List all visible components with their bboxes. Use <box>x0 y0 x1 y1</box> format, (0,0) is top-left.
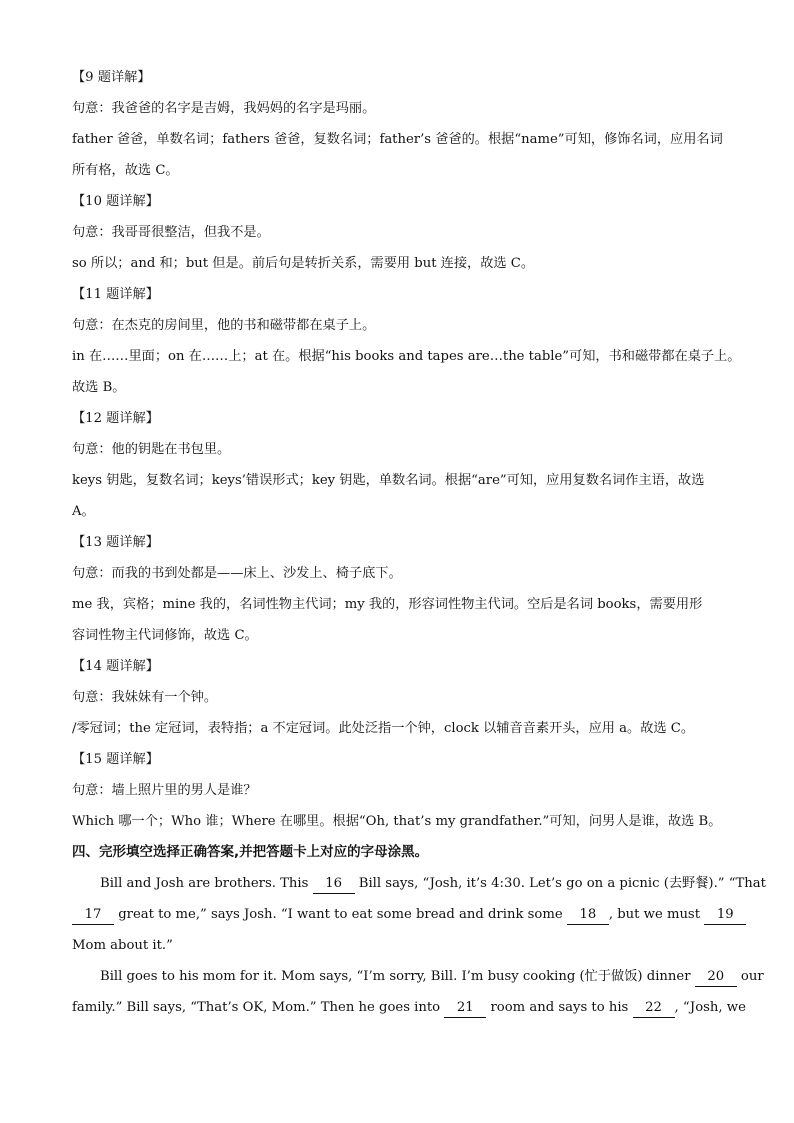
passage-line-2 <box>72 899 734 930</box>
passage-text: , but we must <box>608 907 705 922</box>
document-content <box>72 62 766 1023</box>
q9-line-3: 所有格，故选 C。 <box>72 163 179 178</box>
q10-line-2: so 所以；and 和；but 但是。前后句是转折关系，需要用 but 连接，故选 C。 <box>72 256 535 271</box>
passage-line-5 <box>72 992 746 1023</box>
blank-19[interactable]: 19 <box>704 906 746 925</box>
passage-line-3: Mom about it.” <box>72 938 173 953</box>
q13-line-3: 容词性物主代词修饰，故选 C。 <box>72 628 258 643</box>
passage-text: family.” Bill says, “That’s OK, Mom.” Then he goes into <box>72 1000 445 1015</box>
q13-line-1: 句意：而我的书到处都是——床上、沙发上、椅子底下。 <box>72 566 402 581</box>
q13-line-2: me 我，宾格；mine 我的，名词性物主代词；my 我的，形容词性物主代词。空后是名词 books，需要用形 <box>72 597 703 612</box>
blank-16[interactable]: 16 <box>313 875 355 894</box>
blank-21[interactable]: 21 <box>444 999 486 1018</box>
q9-header: 【9 题详解】 <box>72 70 151 85</box>
q12-line-2: keys 钥匙，复数名词；keys’错误形式；key 钥匙，单数名词。根据“are”可知，应用复数名词作主语，故选 <box>72 473 705 488</box>
passage-text: , “Josh, we <box>674 1000 746 1015</box>
passage-line-1 <box>72 868 766 899</box>
q11-header: 【11 题详解】 <box>72 287 159 302</box>
blank-18[interactable]: 18 <box>567 906 609 925</box>
q11-line-2: in 在……里面；on 在……上；at 在。根据“his books and tapes are…the table”可知，书和磁带都在桌子上。 <box>72 349 741 364</box>
q12-line-3: A。 <box>72 504 95 519</box>
passage-text: room and says to his <box>486 1000 633 1015</box>
q11-line-3: 故选 B。 <box>72 380 126 395</box>
q13-header: 【13 题详解】 <box>72 535 159 550</box>
q11-line-1: 句意：在杰克的房间里，他的书和磁带都在桌子上。 <box>72 318 376 333</box>
q9-line-2: father 爸爸，单数名词；fathers 爸爸，复数名词；father’s 爸爸的。根据“name”可知，修饰名词，应用名词 <box>72 132 723 147</box>
q15-header: 【15 题详解】 <box>72 752 159 767</box>
q15-line-2: Which 哪一个；Who 谁；Where 在哪里。根据“Oh, that’s my grandfather.”可知，问男人是谁，故选 B。 <box>72 814 722 829</box>
blank-22[interactable]: 22 <box>633 999 675 1018</box>
q12-line-1: 句意：他的钥匙在书包里。 <box>72 442 231 457</box>
blank-17[interactable]: 17 <box>72 906 114 925</box>
passage-text: Bill goes to his mom for it. Mom says, “I’m sorry, Bill. I’m busy cooking (忙于做饭) dinner <box>100 969 695 984</box>
passage-text: Bill and Josh are brothers. This <box>100 876 313 891</box>
passage-text: great to me,” says Josh. “I want to eat some bread and drink some <box>114 907 567 922</box>
q9-line-1: 句意：我爸爸的名字是吉姆，我妈妈的名字是玛丽。 <box>72 101 376 116</box>
q15-line-1: 句意：墙上照片里的男人是谁？ <box>72 783 257 798</box>
q14-line-2: /零冠词；the 定冠词，表特指；a 不定冠词。此处泛指一个钟，clock 以辅音音素开头，应用 a。故选 C。 <box>72 721 695 736</box>
passage-text: our <box>736 969 764 984</box>
q10-header: 【10 题详解】 <box>72 194 159 209</box>
q10-line-1: 句意：我哥哥很整洁，但我不是。 <box>72 225 270 240</box>
section-title: 四、完形填空选择正确答案,并把答题卡上对应的字母涂黑。 <box>72 844 429 860</box>
passage-line-4 <box>72 961 764 992</box>
blank-20[interactable]: 20 <box>695 968 737 987</box>
q14-line-1: 句意：我妹妹有一个钟。 <box>72 690 218 705</box>
q12-header: 【12 题详解】 <box>72 411 159 426</box>
q14-header: 【14 题详解】 <box>72 659 159 674</box>
passage-text: Bill says, “Josh, it’s 4:30. Let’s go on a picnic (去野餐).” “That <box>354 876 766 891</box>
